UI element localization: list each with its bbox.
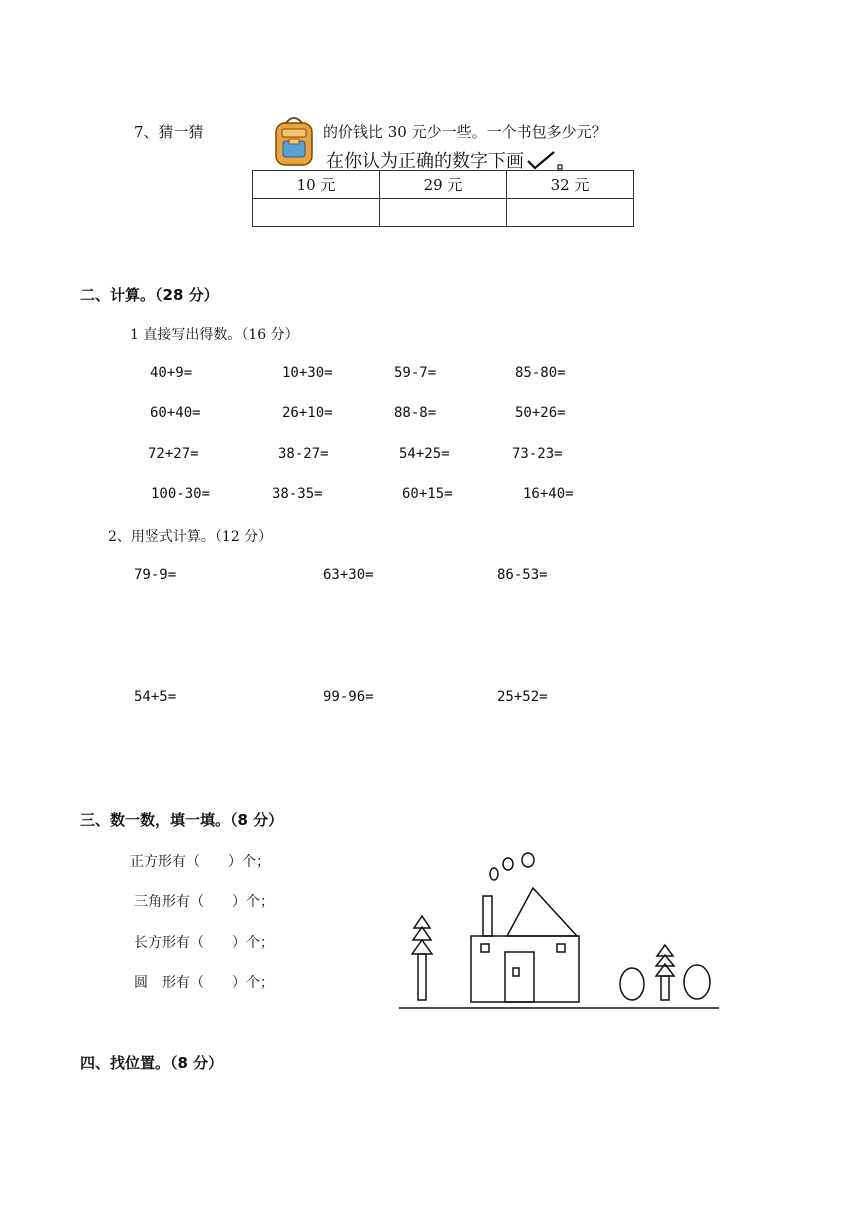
oral-calc-item: 38-27= <box>278 446 329 462</box>
oral-calc-item: 100-30= <box>151 486 211 502</box>
oral-calc-item: 54+25= <box>399 446 450 462</box>
door-rectangle <box>505 952 534 1002</box>
oral-calc-item: 60+15= <box>402 486 453 502</box>
oral-calc-item: 26+10= <box>282 405 333 421</box>
chimney-rectangle <box>483 896 492 936</box>
oral-calc-item: 88-8= <box>394 405 437 421</box>
vertical-calc-item: 86-53= <box>497 567 548 583</box>
oral-calc-item: 59-7= <box>394 365 437 381</box>
shape-count-rectangle: 长方形有（ ）个； <box>134 935 274 951</box>
section3-heading: 三、数一数，填一填。（8 分） <box>80 811 284 829</box>
q7-question: 的价钱比 30 元少一些。一个书包多少元？ <box>323 123 607 141</box>
q7-number: 7、猜一猜 <box>134 123 204 141</box>
door-knob-square <box>513 968 519 976</box>
oral-calc-item: 16+40= <box>523 486 574 502</box>
price-option-10: 10 元 <box>253 171 380 199</box>
shape-count-circle: 圆 形有（ ）个； <box>134 975 274 991</box>
shape-count-square: 正方形有（ ）个； <box>130 854 270 870</box>
house-shapes-figure <box>395 848 725 1013</box>
price-options-table <box>252 170 634 227</box>
oral-calc-item: 73-23= <box>512 446 563 462</box>
oral-calc-item: 10+30= <box>282 365 333 381</box>
section2-heading: 二、计算。（28 分） <box>80 286 219 304</box>
oral-calc-item: 38-35= <box>272 486 323 502</box>
window-square <box>481 944 489 952</box>
tree-trunk-rectangle <box>418 954 426 1000</box>
vertical-calc-item: 25+52= <box>497 689 548 705</box>
price-option-29: 29 元 <box>380 171 507 199</box>
tree-triangle <box>412 940 432 954</box>
answer-cell-29[interactable] <box>380 199 507 227</box>
oral-calc-item: 85-80= <box>515 365 566 381</box>
price-option-32: 32 元 <box>507 171 634 199</box>
section4-heading: 四、找位置。（8 分） <box>80 1054 224 1072</box>
smoke-circle <box>522 853 534 867</box>
smoke-circle <box>490 868 498 880</box>
smoke-circle <box>503 858 513 870</box>
vertical-calc-item: 63+30= <box>323 567 374 583</box>
roof-triangle <box>507 888 577 936</box>
section2-part1-heading: 1 直接写出得数。（16 分） <box>130 327 299 343</box>
checkmark-icon <box>524 149 564 171</box>
tree-triangle <box>413 927 431 940</box>
section2-part2-heading: 2、用竖式计算。（12 分） <box>108 529 273 545</box>
oral-calc-item: 50+26= <box>515 405 566 421</box>
vertical-calc-item: 99-96= <box>323 689 374 705</box>
shape-count-triangle: 三角形有（ ）个； <box>134 894 274 910</box>
vertical-calc-item: 79-9= <box>134 567 177 583</box>
vertical-calc-item: 54+5= <box>134 689 177 705</box>
ground-circle <box>684 965 710 999</box>
oral-calc-item: 40+9= <box>150 365 193 381</box>
house-body-rectangle <box>471 936 579 1002</box>
answer-cell-10[interactable] <box>253 199 380 227</box>
ground-circle <box>620 968 644 1000</box>
q7-instruction-text: 在你认为正确的数字下画 <box>326 151 524 172</box>
oral-calc-item: 60+40= <box>150 405 201 421</box>
answer-cell-32[interactable] <box>507 199 634 227</box>
backpack-icon <box>272 115 316 167</box>
window-square <box>557 944 565 952</box>
oral-calc-item: 72+27= <box>148 446 199 462</box>
small-tree-trunk-rectangle <box>661 976 669 1000</box>
